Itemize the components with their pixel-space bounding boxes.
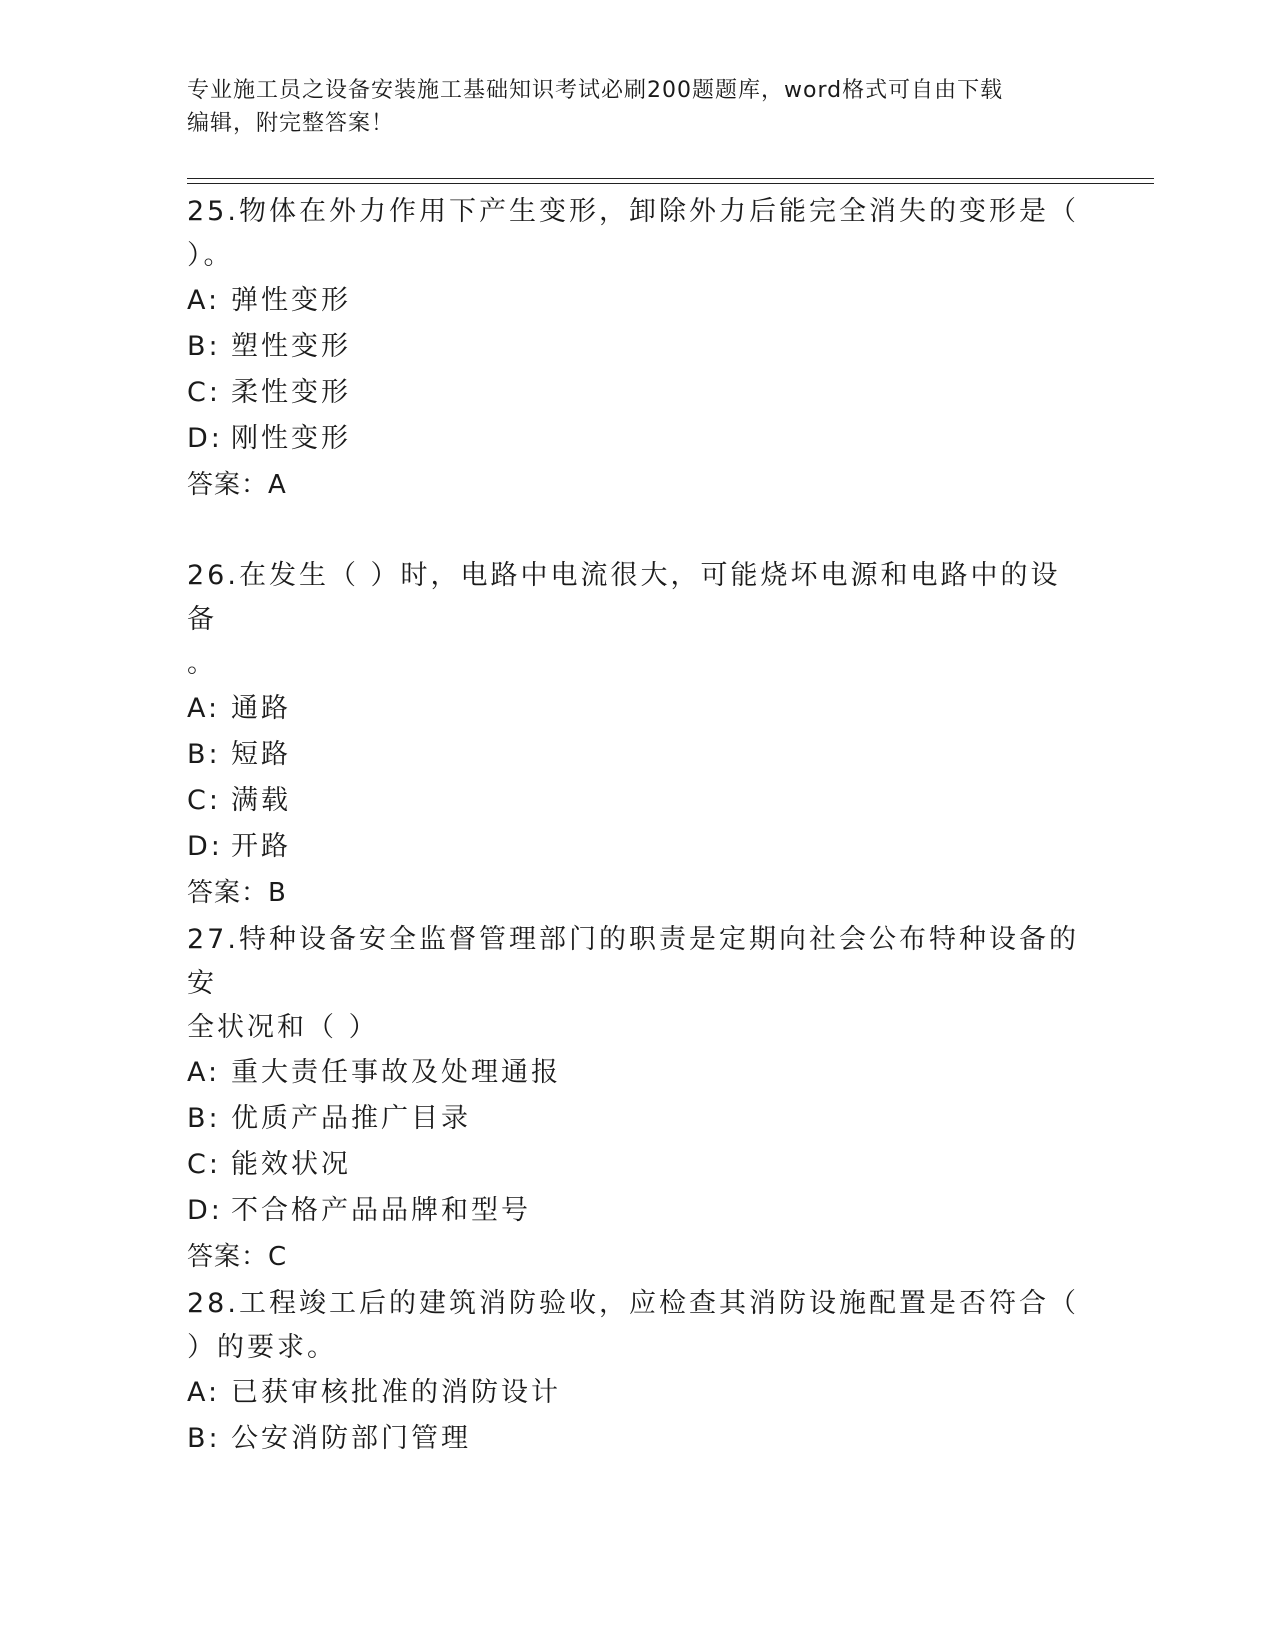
option-key: C:	[187, 377, 221, 408]
answer-line: 答案：C	[187, 1242, 288, 1272]
option-d	[187, 824, 1087, 870]
option-key: C:	[187, 1149, 221, 1180]
option-key: A:	[187, 1057, 221, 1088]
question-25	[187, 190, 1087, 508]
option-c	[187, 778, 1087, 824]
option-d	[187, 416, 1087, 462]
option-key: A:	[187, 285, 221, 316]
option-key: C:	[187, 785, 221, 816]
option-key: D:	[187, 423, 223, 454]
option-text: 柔性变形	[231, 377, 351, 408]
option-key: B:	[187, 1103, 221, 1134]
answer-line: 答案：A	[187, 470, 287, 500]
option-key: B:	[187, 331, 221, 362]
option-text: 塑性变形	[231, 331, 351, 362]
option-b	[187, 732, 1087, 778]
document-header	[187, 74, 1067, 140]
option-b	[187, 324, 1087, 370]
option-c	[187, 370, 1087, 416]
option-text: 弹性变形	[231, 285, 351, 316]
option-key: D:	[187, 831, 223, 862]
option-key: D:	[187, 1195, 223, 1226]
option-text: 短路	[231, 739, 291, 770]
option-text: 通路	[231, 693, 291, 724]
option-text: 已获审核批准的消防设计	[231, 1377, 561, 1408]
option-text: 公安消防部门管理	[231, 1423, 471, 1454]
option-a	[187, 686, 1087, 732]
question-27	[187, 918, 1087, 1280]
option-text: 优质产品推广目录	[231, 1103, 471, 1134]
option-key: B:	[187, 739, 221, 770]
option-a	[187, 1370, 1087, 1416]
question-stem-line-2: 。	[187, 648, 217, 679]
header-line-2: 编辑，附完整答案！	[187, 111, 395, 136]
question-stem-line-2: ）。	[187, 240, 234, 271]
option-text: 刚性变形	[231, 423, 351, 454]
option-b	[187, 1416, 1087, 1462]
question-stem-line-1: 28.工程竣工后的建筑消防验收，应检查其消防设施配置是否符合（	[187, 1288, 1079, 1319]
header-divider-bottom	[187, 183, 1154, 184]
option-c	[187, 1142, 1087, 1188]
question-stem-line-1: 26.在发生（ ）时，电路中电流很大，可能烧坏电源和电路中的设备	[187, 560, 1061, 635]
question-stem-line-2: 全状况和（ ）	[187, 1012, 379, 1043]
question-stem-line-1: 27.特种设备安全监督管理部门的职责是定期向社会公布特种设备的安	[187, 924, 1079, 999]
option-b	[187, 1096, 1087, 1142]
question-stem-line-1: 25.物体在外力作用下产生变形，卸除外力后能完全消失的变形是（	[187, 196, 1079, 227]
header-divider-top	[187, 178, 1154, 179]
option-a	[187, 1050, 1087, 1096]
question-28	[187, 1282, 1087, 1462]
option-key: B:	[187, 1423, 221, 1454]
option-key: A:	[187, 1377, 221, 1408]
option-text: 能效状况	[231, 1149, 351, 1180]
answer-line: 答案：B	[187, 878, 287, 908]
option-text: 重大责任事故及处理通报	[231, 1057, 561, 1088]
option-text: 满载	[231, 785, 291, 816]
question-26	[187, 554, 1087, 916]
question-stem-line-2: ）的要求。	[187, 1332, 337, 1363]
option-text: 开路	[231, 831, 291, 862]
option-text: 不合格产品品牌和型号	[231, 1195, 531, 1226]
option-a	[187, 278, 1087, 324]
option-d	[187, 1188, 1087, 1234]
header-line-1: 专业施工员之设备安装施工基础知识考试必刷200题题库，word格式可自由下载	[187, 78, 1004, 103]
option-key: A:	[187, 693, 221, 724]
